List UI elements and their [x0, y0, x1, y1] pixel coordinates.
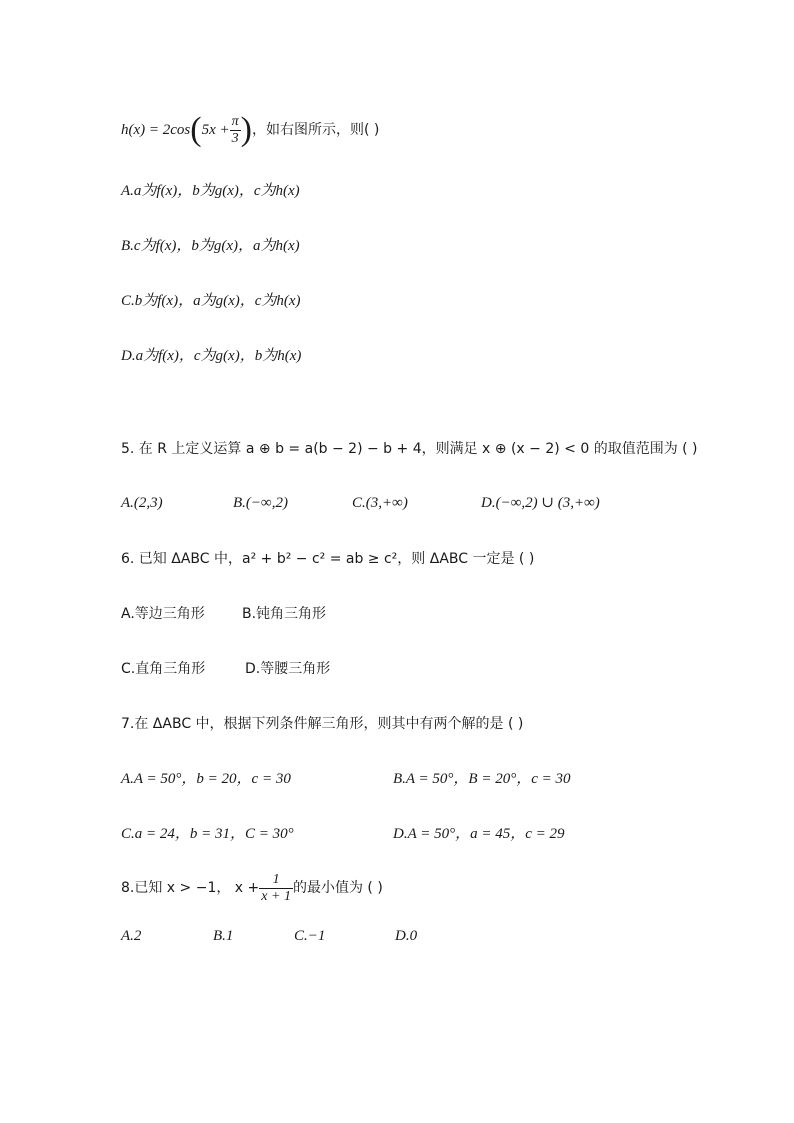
q4-stem-lhs: h(x) = 2cos: [121, 122, 191, 138]
q5-stem: 5. 在 R 上定义运算 a ⊕ b = a(b − 2) − b + 4，则满足 x ⊕ (x − 2) < 0 的取值范围为 ( ): [121, 441, 698, 457]
q8-stem-suffix: 的最小值为 ( ): [292, 880, 383, 896]
q4-option-d: D.a为f(x)，c为g(x)，b为h(x): [121, 348, 302, 364]
q5-option-b: B.(−∞,2): [233, 495, 288, 511]
q6-option-a: A.等边三角形: [121, 606, 205, 622]
q8-stem: [121, 868, 383, 908]
q6-option-b: B.钝角三角形: [242, 606, 327, 622]
q7-option-c: C.a = 24，b = 31，C = 30°: [121, 826, 294, 842]
q4-stem: [121, 110, 379, 150]
q4-frac-den: 3: [231, 130, 239, 146]
q5-option-c: C.(3,+∞): [352, 495, 408, 511]
q4-left-paren: (: [190, 111, 202, 148]
q4-frac-num: π: [231, 113, 239, 129]
q8-fraction: [259, 872, 293, 905]
q5-option-a: A.(2,3): [121, 495, 163, 511]
q4-inner-left: 5x +: [201, 122, 230, 138]
q4-pi-over-3: [230, 114, 241, 147]
q8-frac-num: 1: [259, 872, 293, 889]
q8-option-b: B.1: [213, 928, 234, 944]
q7-option-d: D.A = 50°，a = 45，c = 29: [393, 826, 565, 842]
q8-option-c: C.−1: [294, 928, 326, 944]
q8-option-a: A.2: [121, 928, 142, 944]
q4-right-paren: ): [240, 111, 252, 148]
q8-option-d: D.0: [395, 928, 418, 944]
q6-option-d: D.等腰三角形: [245, 661, 331, 677]
q7-option-b: B.A = 50°，B = 20°，c = 30: [393, 771, 571, 787]
q7-stem: 7.在 ΔABC 中，根据下列条件解三角形，则其中有两个解的是 ( ): [121, 716, 524, 732]
q5-option-d: D.(−∞,2) ∪ (3,+∞): [481, 495, 600, 511]
q6-stem: 6. 已知 ΔABC 中，a² + b² − c² = ab ≥ c²，则 ΔABC 一定是 ( ): [121, 551, 535, 567]
q4-option-b: B.c为f(x)，b为g(x)，a为h(x): [121, 238, 300, 254]
q8-frac-den: x + 1: [261, 888, 291, 904]
q6-option-c: C.直角三角形: [121, 661, 206, 677]
q8-stem-prefix: 8.已知 x > −1， x +: [121, 880, 260, 896]
q4-stem-rest: ，如右图所示，则( ): [251, 122, 380, 138]
q7-option-a: A.A = 50°，b = 20，c = 30: [121, 771, 291, 787]
q4-option-c: C.b为f(x)，a为g(x)，c为h(x): [121, 293, 301, 309]
q4-option-a: A.a为f(x)，b为g(x)，c为h(x): [121, 183, 300, 199]
